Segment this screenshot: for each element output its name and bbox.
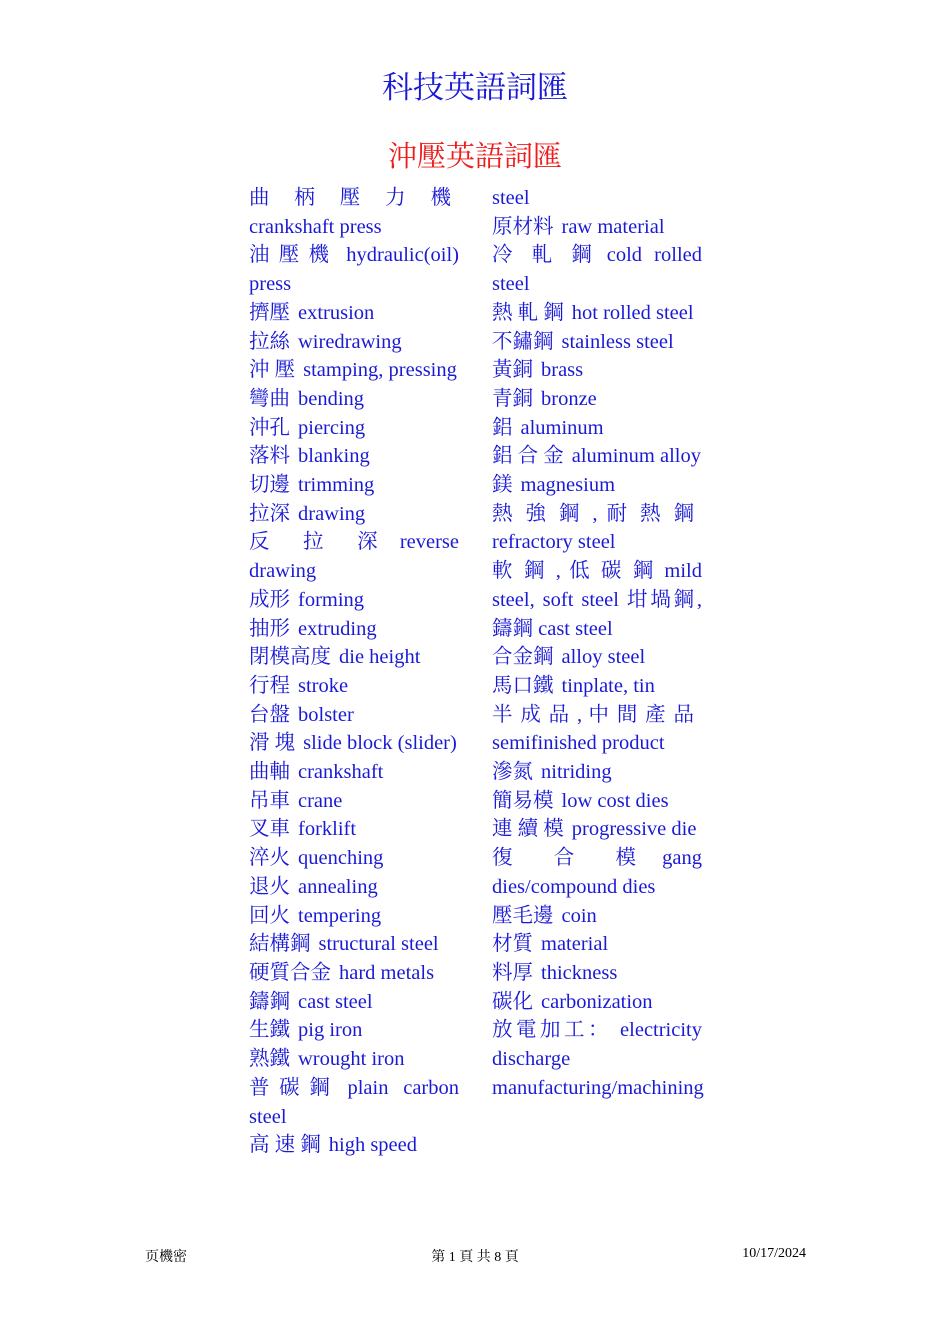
term-english: stainless steel [561,330,674,353]
term-english: material [541,933,609,956]
term-chinese: 馬口鐵 [492,674,554,697]
glossary-left-column [249,184,459,1160]
glossary-entry [249,729,459,758]
footer-date: 10/17/2024 [742,1246,806,1261]
term-english: die height [339,646,421,669]
term-chinese: 行程 [249,674,290,697]
term-chinese: 料厚 [492,961,533,984]
glossary-entry [249,701,459,730]
glossary-entry [249,356,459,385]
glossary-entry [492,758,702,787]
glossary-entry [492,643,702,672]
term-english: forming [298,588,365,611]
term-chinese: 碳化 [492,990,533,1013]
term-english: steel [492,187,530,209]
term-english: reverse drawing [249,531,459,583]
term-chinese: 鋁 [492,416,513,439]
term-chinese: 吊車 [249,789,290,812]
glossary-entry [249,1045,459,1074]
term-chinese: 鎂 [492,474,513,497]
term-chinese: 油壓機 [249,244,339,267]
term-english: crankshaft [298,761,384,784]
term-english: high speed [328,1134,417,1157]
term-chinese: 閉模高度 [249,646,331,669]
glossary-entry [249,988,459,1017]
glossary-entry [492,902,702,931]
term-chinese: 淬火 [249,847,290,870]
term-english: hard metals [339,961,435,984]
glossary-entry [492,844,702,901]
term-chinese: 熱 軋 鋼 [492,301,564,324]
term-chinese: 不鏽鋼 [492,330,554,353]
term-english: bolster [298,703,354,726]
term-english: bending [298,387,365,410]
term-english: cold rolled steel [492,244,702,296]
term-english: extruding [298,617,377,640]
glossary-entry [492,442,702,471]
glossary-entry [249,414,459,443]
term-chinese: 原材料 [492,215,554,238]
glossary-entry [249,299,459,328]
term-chinese: 半 成 品 , 中 間 產 品 [492,703,694,726]
term-english: coin [561,904,597,927]
glossary-entry [249,241,459,298]
glossary-entry [492,959,702,988]
glossary-entry [492,988,702,1017]
term-english: plain carbon steel [249,1076,460,1128]
glossary-entry [492,930,702,959]
glossary-entry [249,615,459,644]
term-english: low cost dies [561,789,669,812]
term-chinese: 沖 壓 [249,359,296,382]
glossary-entry [249,787,459,816]
glossary-entry [249,959,459,988]
term-english: carbonization [541,990,653,1013]
term-english: aluminum alloy [571,445,701,468]
term-english: electricity discharge manufacturing/machining [492,1019,704,1099]
footer-confidential: 页機密 [145,1250,187,1265]
term-chinese: 退火 [249,875,290,898]
term-chinese: 熟鐵 [249,1048,290,1071]
term-english: quenching [298,847,384,870]
term-chinese: 連 續 模 [492,818,564,841]
term-chinese: 壓毛邊 [492,904,554,927]
glossary-entry [249,471,459,500]
term-chinese: 切邊 [249,474,290,497]
term-english: nitriding [541,761,612,784]
glossary-entry [492,701,702,758]
glossary-entry [249,1074,459,1131]
glossary-entry [492,328,702,357]
term-chinese: 放電加工： [492,1019,613,1042]
glossary-entry [249,873,459,902]
term-chinese: 彎曲 [249,387,290,410]
term-english: pig iron [298,1019,363,1042]
term-chinese: 叉車 [249,818,290,841]
glossary-entry [249,500,459,529]
section-title: 沖壓英語詞匯 [387,141,562,173]
term-english: slide block (slider) [303,732,457,755]
term-chinese: 滑 塊 [249,732,296,755]
term-english: tinplate, tin [561,674,655,697]
glossary-entry [492,787,702,816]
term-chinese: 青銅 [492,387,533,410]
term-chinese: 生鐵 [249,1019,290,1042]
term-english: magnesium [520,474,616,497]
glossary-entry [492,356,702,385]
glossary-entry [249,643,459,672]
term-english: drawing [298,502,366,525]
glossary-entry [249,844,459,873]
glossary-entry [492,672,702,701]
glossary-entry [492,241,702,298]
glossary-entry [249,1016,459,1045]
term-chinese: 鋁 合 金 [492,445,564,468]
term-chinese: 普碳鋼 [249,1076,340,1099]
term-english: gang dies/compound dies [492,847,702,898]
term-english: aluminum [520,416,604,439]
glossary-entry [492,414,702,443]
term-english: hot rolled steel [571,301,694,324]
glossary-right-column [492,184,702,1103]
glossary-entry [249,758,459,787]
glossary-entry [249,528,459,585]
term-chinese: 鑄鋼 [249,990,290,1013]
term-chinese: 熱 強 鋼 , 耐 熱 鋼 [492,502,694,525]
term-english: refractory steel [492,531,616,554]
term-english: cast steel [298,990,373,1013]
term-chinese: 硬質合金 [249,961,331,984]
glossary-entry [492,1016,702,1102]
glossary-entry [249,672,459,701]
term-english: forklift [298,818,357,841]
term-chinese: 拉絲 [249,330,290,353]
term-chinese: 沖孔 [249,416,290,439]
glossary-entry [492,471,702,500]
term-chinese: 合金鋼 [492,646,554,669]
term-chinese: 成形 [249,588,290,611]
term-chinese: 拉深 [249,502,290,525]
term-chinese: 擠壓 [249,301,290,324]
glossary-entry [492,557,702,643]
term-chinese: 材質 [492,933,533,956]
term-english: structural steel [318,933,439,956]
term-english: crankshaft press [249,215,382,238]
term-english: stroke [298,674,349,697]
glossary-entry [492,815,702,844]
glossary-entry [249,385,459,414]
term-english: piercing [298,416,366,439]
term-english: raw material [561,215,665,238]
term-english: brass [541,359,584,382]
term-english: extrusion [298,301,375,324]
glossary-entry [492,184,702,213]
term-chinese: 結構鋼 [249,933,311,956]
glossary-entry [249,930,459,959]
term-chinese: 滲氮 [492,761,533,784]
document-title: 科技英語詞匯 [382,70,568,105]
term-english: mild steel, soft steel 坩堝鋼,鑄鋼 cast steel [492,560,702,640]
glossary-entry [249,1131,459,1160]
term-chinese: 曲軸 [249,761,290,784]
term-english: annealing [298,875,378,898]
term-english: progressive die [571,818,697,841]
term-english: trimming [298,474,375,497]
term-english: tempering [298,904,382,927]
glossary-entry [492,299,702,328]
glossary-entry [492,500,702,557]
term-chinese: 反 拉 深 [249,531,392,554]
term-english: stamping, pressing [303,359,457,382]
term-chinese: 落料 [249,445,290,468]
term-chinese: 高 速 鋼 [249,1134,321,1157]
footer-page-number: 第 1 頁 共 8 頁 [431,1250,519,1265]
term-english: wrought iron [298,1048,405,1071]
term-english: semifinished product [492,732,665,755]
term-english: thickness [541,961,618,984]
glossary-entry [249,815,459,844]
glossary-entry [249,442,459,471]
term-chinese: 回火 [249,904,290,927]
term-chinese: 簡易模 [492,789,554,812]
term-english: crane [298,789,343,812]
term-chinese: 台盤 [249,703,290,726]
term-english: blanking [298,445,370,468]
glossary-entry [249,328,459,357]
term-chinese: 冷 軋 鋼 [492,244,599,267]
term-chinese: 黃銅 [492,359,533,382]
glossary-entry [492,385,702,414]
term-chinese: 復 合 模 [492,847,655,870]
term-english: hydraulic(oil) press [249,244,459,296]
glossary-entry [492,213,702,242]
term-english: alloy steel [561,646,646,669]
term-chinese: 軟 鋼 , 低 碳 鋼 [492,560,657,583]
term-english: bronze [541,387,597,410]
term-chinese: 曲 柄 壓 力 機 [249,187,451,209]
glossary-entry [249,902,459,931]
glossary-entry [249,586,459,615]
glossary-entry [249,184,459,241]
term-english: wiredrawing [298,330,402,353]
term-chinese: 抽形 [249,617,290,640]
